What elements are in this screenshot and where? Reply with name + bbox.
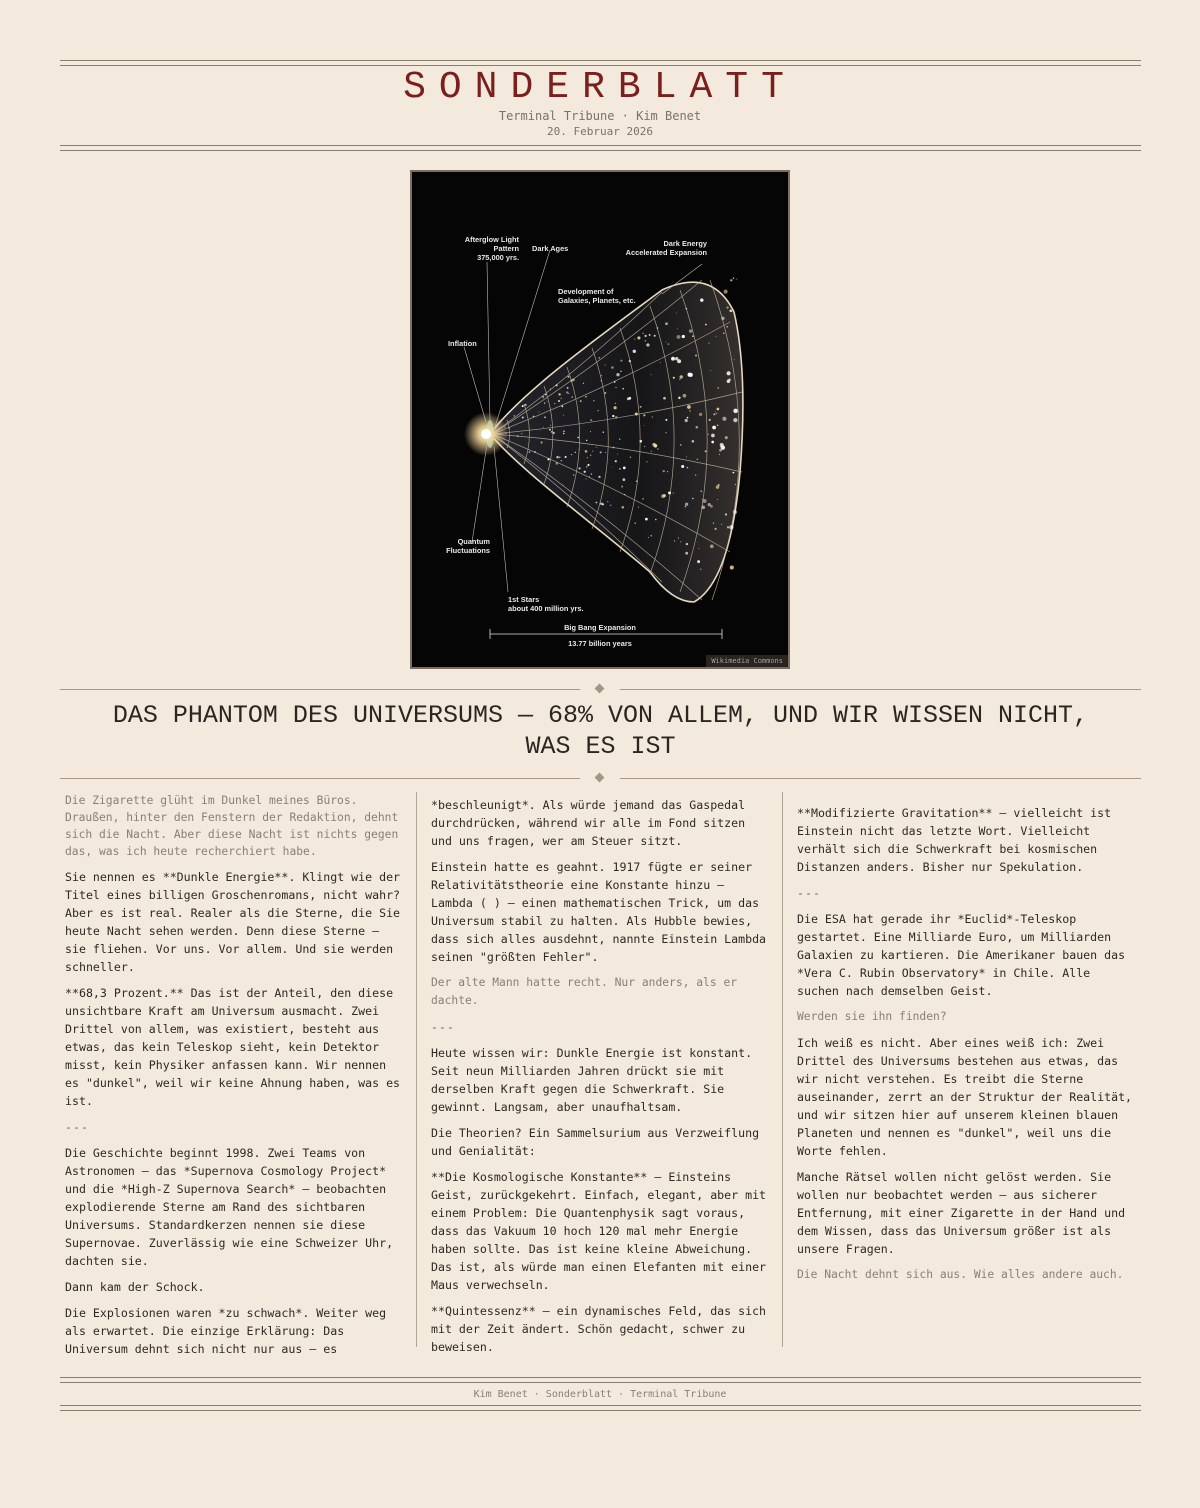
- label-inflation: Inflation: [448, 339, 477, 348]
- label-afterglow-years: 375,000 yrs.: [477, 253, 519, 262]
- lede-paragraph: Die Zigarette glüht im Dunkel meines Büros. Draußen, hinter den Fenstern der Redaktion, dehnt sich die Nacht. Aber diese Nacht ist nichts gegen das, was ich heute recherchiert habe.: [65, 794, 399, 858]
- paragraph: **Modifizierte Gravitation** — vielleicht ist Einstein nicht das letzte Wort. Vielleicht verhält sich die Schwerkraft bei kosmischen Distanzen anders. Bisher nur Spekulation.: [797, 806, 1112, 874]
- label-development: Development of: [558, 287, 614, 296]
- paragraph: Heute wissen wir: Dunkle Energie ist konstant. Seit neun Milliarden Jahren drückt sie mit derselben Kraft gegen die Schwerkraft. Sie gewinnt. Langsam, aber unaufhaltsam.: [431, 1046, 753, 1114]
- aside-paragraph: Werden sie ihn finden?: [797, 1010, 947, 1023]
- page-footer: Kim Benet · Sonderblatt · Terminal Tribune: [473, 1389, 727, 1400]
- label-accelerated-expansion: Accelerated Expansion: [625, 248, 707, 257]
- aside-paragraph: Der alte Mann hatte recht. Nur anders, als er dachte.: [431, 976, 738, 1007]
- ornament-line-left-bottom: [60, 778, 580, 779]
- paragraph: Die ESA hat gerade ihr *Euclid*-Teleskop gestartet. Eine Milliarde Euro, um Milliarden Galaxien zu kartieren. Die Amerikaner bauen das *Vera C. Rubin Observatory* in Chile. Alle suchen nach demselben Geist.: [797, 912, 1126, 998]
- column-divider: [416, 792, 417, 1347]
- paragraph: **Die Kosmologische Konstante** — Einsteins Geist, zurückgekehrt. Einfach, elegant, aber mit einem Problem: Die Quantenphysik sagt voraus, dass das Vakuum 10 hoch 120 mal mehr Energie haben sollte. Das ist keine kleine Abweichung. Das ist, als würde man einen Elefanten mit einer Maus verwechseln.: [431, 1170, 767, 1292]
- label-quantum: Quantum: [457, 537, 490, 546]
- paragraph: Die Explosionen waren *zu schwach*. Weiter weg als erwartet. Die einzige Erklärung: Das Universum dehnt sich nicht nur aus — es: [65, 1306, 387, 1356]
- image-credit: Wikimedia Commons: [706, 655, 788, 667]
- masthead-subtitle: Terminal Tribune · Kim Benet: [498, 109, 702, 123]
- masthead-title: SONDERBLATT: [403, 66, 797, 109]
- paragraph: Dann kam der Schock.: [65, 1280, 205, 1294]
- universe-expansion-figure: [410, 170, 790, 669]
- paragraph: Ich weiß es nicht. Aber eines weiß ich: Zwei Drittel des Universums bestehen aus etwas, das wir nicht verstehen. Es treibt die Sterne auseinander, zerrt an der Struktur der Realität, und wir sitzen hier auf unserem kleinen blauen Planeten und nennen es "dunkel", weil uns die Worte fehlen.: [797, 1036, 1133, 1158]
- paragraph: Die Theorien? Ein Sammelsurium aus Verzweiflung und Genialität:: [431, 1126, 760, 1158]
- label-fluctuations: Fluctuations: [446, 546, 490, 555]
- masthead-bottom-rule: [60, 145, 1141, 151]
- label-big-bang-expansion: Big Bang Expansion: [564, 623, 636, 632]
- ornament-diamond-top: [595, 684, 605, 694]
- label-age-years: 13.77 billion years: [568, 639, 632, 648]
- headline-line-1: DAS PHANTOM DES UNIVERSUMS — 68% VON ALLEM, UND WIR WISSEN NICHT,: [112, 701, 1089, 730]
- article-column-3: [797, 804, 1133, 1292]
- closing-line: Die Nacht dehnt sich aus. Wie alles andere auch.: [797, 1268, 1124, 1281]
- label-dark-energy: Dark Energy: [663, 239, 707, 248]
- expansion-cone: [464, 278, 743, 602]
- label-first-stars: 1st Stars: [508, 595, 540, 604]
- label-afterglow: Afterglow Light: [464, 235, 519, 244]
- paragraph: **Quintessenz** — ein dynamisches Feld, das sich mit der Zeit ändert. Schön gedacht, schwer zu beweisen.: [431, 1304, 767, 1354]
- paragraph: *beschleunigt*. Als würde jemand das Gaspedal durchdrücken, während wir alle im Fond sitzen und uns fragen, wer am Steuer sitzt.: [431, 798, 746, 848]
- paragraph: Die Geschichte beginnt 1998. Zwei Teams von Astronomen — das *Supernova Cosmology Project* und die *High-Z Supernova Search* — beobachten explodierende Sterne am Rand des sichtbaren Universums. Standardkerzen nennen sie diese Supernovae. Zuverlässig wie eine Schweizer Uhr, dachten sie.: [65, 1146, 394, 1268]
- paragraph: Sie nennen es **Dunkle Energie**. Klingt wie der Titel eines billigen Groschenromans, nicht wahr? Aber es ist real. Realer als die Sterne, die Sie heute Nacht sehen werden. Denn diese Sterne — sie fliehen. Vor uns. Vor allem. Und sie werden schneller.: [65, 870, 401, 974]
- ornament-line-left: [60, 689, 580, 690]
- section-separator: ---: [797, 886, 821, 900]
- label-dark-ages: Dark Ages: [532, 244, 569, 253]
- universe-diagram: [412, 172, 788, 667]
- paragraph: **68,3 Prozent.** Das ist der Anteil, den diese unsichtbare Kraft am Universum ausmacht. Zwei Drittel von allem, was existiert, besteht aus etwas, das kein Teleskop sieht, kein Detektor misst, kein Physiker anfassen kann. Wir nennen es "dunkel", weil wir keine Ahnung haben, was es ist.: [65, 986, 401, 1108]
- paragraph: Manche Rätsel wollen nicht gelöst werden. Sie wollen nur beobachtet werden — aus sicherer Entfernung, mit einer Zigarette in der Hand und dem Wissen, dass das Universum größer ist als unsere Fragen.: [797, 1170, 1126, 1256]
- article-column-2: [431, 796, 767, 1364]
- ornament-line-right-bottom: [620, 778, 1141, 779]
- footer-top-rule: [60, 1377, 1141, 1383]
- headline-line-2: WAS ES IST: [525, 732, 676, 761]
- label-pattern: Pattern: [493, 244, 519, 253]
- article-column-1: [65, 792, 401, 1366]
- article-headline: [60, 700, 1141, 762]
- label-stars-age: about 400 million yrs.: [508, 604, 584, 613]
- section-separator: ---: [431, 1020, 455, 1034]
- masthead-date: 20. Februar 2026: [547, 125, 653, 138]
- label-galaxies-planets: Galaxies, Planets, etc.: [558, 296, 636, 305]
- ornament-line-right: [620, 689, 1141, 690]
- footer-bottom-rule: [60, 1405, 1141, 1411]
- column-divider: [782, 792, 783, 1347]
- ornament-diamond-bottom: [595, 773, 605, 783]
- section-separator: ---: [65, 1120, 89, 1134]
- paragraph: Einstein hatte es geahnt. 1917 fügte er seiner Relativitätstheorie eine Konstante hinzu — Lambda ( ) — einen mathematischen Trick, um das Universum stabil zu halten. Als Hubble bewies, dass sich alles ausdehnt, nannte Einstein Lambda seinen "größten Fehler".: [431, 860, 767, 964]
